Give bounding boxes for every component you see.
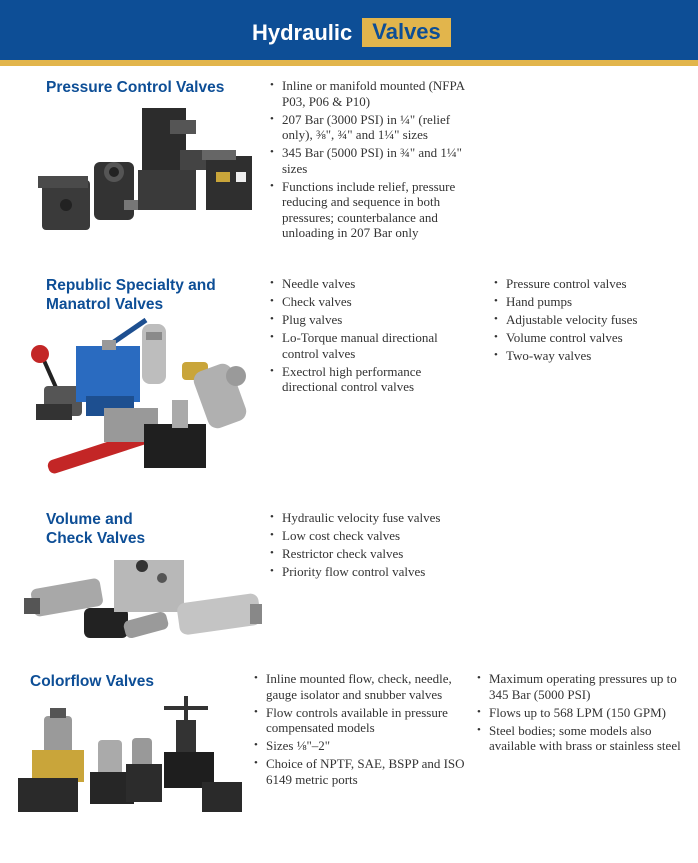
list-item: • Restrictor check valves [270,546,490,562]
header-stripe [0,60,698,66]
republic-feature-list-left [270,276,475,397]
volume-title-line2: Check Valves [46,530,146,547]
volume-title-line1: Volume and [46,511,133,528]
list-item: • Lo-Torque manual directional control valves [270,330,475,361]
republic-title-line1: Republic Specialty and [46,277,216,294]
list-item: • Sizes ⅛"–2" [254,738,469,754]
republic-feature-list-right [494,276,684,366]
list-item: • 345 Bar (5000 PSI) in ¾" and 1¼" sizes [270,145,480,176]
list-item: • Flows up to 568 LPM (150 GPM) [477,705,689,721]
list-item: • Functions include relief, pressure reducing and sequence in both pressures; counterbalance and unloading in 207 Bar only [270,179,480,241]
volume-section-title [46,510,145,548]
list-item: • Inline or manifold mounted (NFPA P03, P06 & P10) [270,78,480,109]
colorflow-feature-list-left [254,671,469,790]
page-title [252,18,451,47]
list-item: • Hand pumps [494,294,684,310]
list-item: • Choice of NPTF, SAE, BSPP and ISO 6149 metric ports [254,756,469,787]
list-item: • Adjustable velocity fuses [494,312,684,328]
list-item: • Low cost check valves [270,528,490,544]
title-part-valves: Valves [362,18,451,47]
title-part-hydraulic: Hydraulic [252,19,353,45]
list-item: • Volume control valves [494,330,684,346]
volume-valves-photo [24,546,264,650]
list-item: • 207 Bar (3000 PSI) in ¼" (relief only), ⅜", ¾" and 1¼" sizes [270,112,480,143]
colorflow-section-title: Colorflow Valves [30,673,155,690]
pressure-valves-photo [30,100,260,240]
list-item: • Two-way valves [494,348,684,364]
volume-feature-list [270,510,490,582]
republic-section-title [46,276,216,314]
list-item: • Maximum operating pressures up to 345 Bar (5000 PSI) [477,671,689,702]
list-item: • Hydraulic velocity fuse valves [270,510,490,526]
pressure-feature-list [270,78,480,243]
colorflow-feature-list-right [477,671,689,756]
header-bar [0,0,698,60]
list-item: • Inline mounted flow, check, needle, gauge isolator and snubber valves [254,671,469,702]
republic-valves-photo [22,312,262,492]
list-item: • Needle valves [270,276,475,292]
list-item: • Pressure control valves [494,276,684,292]
colorflow-valves-photo [14,692,246,822]
list-item: • Plug valves [270,312,475,328]
list-item: • Steel bodies; some models also available with brass or stainless steel [477,723,689,754]
republic-title-line2: Manatrol Valves [46,296,164,313]
list-item: • Check valves [270,294,475,310]
list-item: • Flow controls available in pressure compensated models [254,705,469,736]
list-item: • Priority flow control valves [270,564,490,580]
pressure-section-title: Pressure Control Valves [46,79,225,96]
list-item: • Exectrol high performance directional control valves [270,364,475,395]
